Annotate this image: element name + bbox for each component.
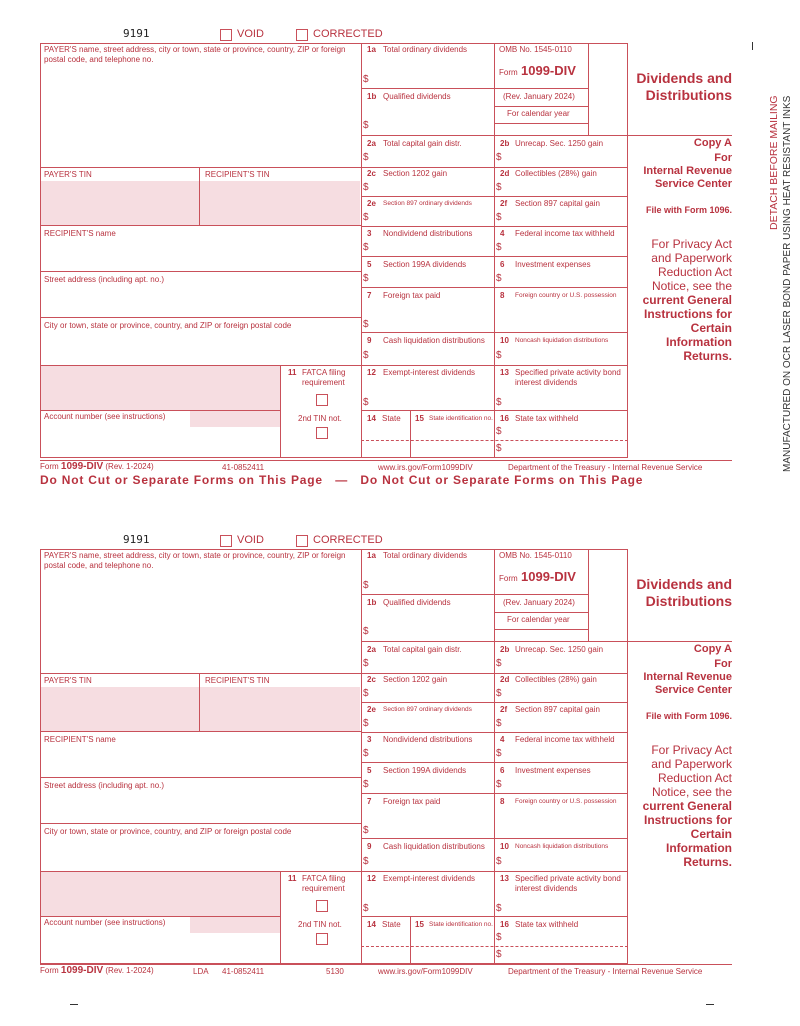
box-10-label: Noncash liquidation distributions: [515, 337, 609, 344]
dollar-2a: $: [363, 152, 369, 163]
box-2d-label: Collectibles (28%) gain: [515, 675, 597, 684]
box-12-num: 12: [367, 874, 376, 883]
box-14-num: 14: [367, 920, 376, 929]
dollar-1a: $: [363, 580, 369, 591]
box-15-num: 15: [415, 920, 424, 929]
box-6-num: 6: [500, 260, 505, 269]
box-12-label: Exempt-interest dividends: [383, 874, 476, 883]
box-11-num: 11: [288, 368, 297, 377]
dollar-10: $: [496, 350, 502, 361]
box-1a-label: Total ordinary dividends: [383, 551, 468, 560]
box-2a-num: 2a: [367, 139, 376, 148]
dollar-12: $: [363, 397, 369, 408]
box-2c-num: 2c: [367, 169, 376, 178]
privacy-bold: current General Instructions for Certain Information Returns.: [642, 799, 732, 869]
second-tin-checkbox[interactable]: [316, 933, 328, 945]
revision: (Rev. January 2024): [503, 92, 575, 101]
box-3-num: 3: [367, 229, 372, 238]
for-label: For: [714, 152, 732, 164]
street-label: Street address (including apt. no.): [44, 781, 165, 790]
dollar-16b: $: [496, 949, 502, 960]
box-7-label: Foreign tax paid: [383, 797, 441, 806]
recipient-name-label: RECIPIENT'S name: [44, 735, 116, 744]
box-9-num: 9: [367, 842, 372, 851]
box-2f-label: Section 897 capital gain: [515, 199, 600, 208]
account-shade: [190, 411, 280, 427]
dollar-6: $: [496, 273, 502, 284]
payer-tin-label: PAYER'S TIN: [44, 676, 92, 685]
box-12-label: Exempt-interest dividends: [383, 368, 476, 377]
box-9-label: Cash liquidation distributions: [383, 336, 485, 345]
box-2f-label: Section 897 capital gain: [515, 705, 600, 714]
box-16-label: State tax withheld: [515, 414, 579, 423]
box-10-num: 10: [500, 336, 509, 345]
form-copy-1: [0, 27, 800, 520]
box-1b-label: Qualified dividends: [383, 598, 451, 607]
dollar-1a: $: [363, 74, 369, 85]
manufactured-notice: MANUFACTURED ON OCR LASER BOND PAPER USING HEAT RESISTANT INKS: [782, 95, 793, 472]
city-label: City or town, state or province, country, and ZIP or foreign postal code: [44, 321, 292, 330]
box-1a-num: 1a: [367, 551, 376, 560]
dollar-2e: $: [363, 718, 369, 729]
box-4-label: Federal income tax withheld: [515, 735, 615, 744]
box-13-num: 13: [500, 874, 509, 883]
box-2d-label: Collectibles (28%) gain: [515, 169, 597, 178]
corrected-checkbox[interactable]: [296, 29, 308, 41]
fatca-checkbox[interactable]: [316, 394, 328, 406]
box-2b-label: Unrecap. Sec. 1250 gain: [515, 139, 604, 148]
footer-code: 41-0852411: [222, 967, 265, 976]
box-2c-label: Section 1202 gain: [383, 169, 448, 178]
omb-number: OMB No. 1545-0110: [499, 45, 572, 54]
dollar-13: $: [496, 397, 502, 408]
void-checkbox[interactable]: [220, 535, 232, 547]
box-2f-num: 2f: [500, 705, 508, 714]
dollar-4: $: [496, 748, 502, 759]
box-12-num: 12: [367, 368, 376, 377]
box-1a-label: Total ordinary dividends: [383, 45, 468, 54]
box-14-num: 14: [367, 414, 376, 423]
box-2e-num: 2e: [367, 199, 376, 208]
fatca-shade: [41, 872, 280, 916]
footer-url[interactable]: www.irs.gov/Form1099DIV: [378, 463, 473, 472]
dollar-12: $: [363, 903, 369, 914]
dollar-2d: $: [496, 688, 502, 699]
corrected-label: CORRECTED: [313, 534, 383, 546]
footer-dept: Department of the Treasury - Internal Revenue Service: [508, 463, 703, 472]
file-with-label: File with Form 1096.: [645, 711, 732, 721]
account-label: Account number (see instructions): [44, 918, 166, 927]
box-16-num: 16: [500, 920, 509, 929]
dollar-9: $: [363, 856, 369, 867]
revision: (Rev. January 2024): [503, 598, 575, 607]
fatca-label: FATCA filing requirement: [302, 874, 346, 893]
footer-form: Form 1099-DIV (Rev. 1-2024): [40, 965, 154, 976]
account-shade: [190, 917, 280, 933]
fatca-shade: [41, 366, 280, 410]
form-word: Form: [499, 574, 518, 583]
box-9-num: 9: [367, 336, 372, 345]
box-1b-num: 1b: [367, 598, 377, 607]
dollar-2b: $: [496, 152, 502, 163]
box-5-num: 5: [367, 260, 372, 269]
copy-a-label: Copy A: [693, 137, 732, 149]
box-4-num: 4: [500, 229, 505, 238]
box-5-label: Section 199A dividends: [383, 766, 467, 775]
copy-a-label: Copy A: [693, 643, 732, 655]
box-3-label: Nondividend distributions: [383, 735, 473, 744]
box-6-num: 6: [500, 766, 505, 775]
box-3-label: Nondividend distributions: [383, 229, 473, 238]
corrected-label: CORRECTED: [313, 28, 383, 40]
second-tin-label: 2nd TIN not.: [298, 414, 342, 423]
box-2e-label: Section 897 ordinary dividends: [383, 200, 472, 207]
box-15-label: State identification no.: [429, 415, 493, 422]
file-with-label: File with Form 1096.: [645, 205, 732, 215]
dollar-2a: $: [363, 658, 369, 669]
form-name: 1099-DIV: [521, 569, 576, 584]
dollar-2f: $: [496, 212, 502, 223]
calendar-year-label: For calendar year: [507, 615, 570, 624]
box-6-label: Investment expenses: [515, 766, 591, 775]
dollar-2d: $: [496, 182, 502, 193]
box-7-num: 7: [367, 797, 372, 806]
box-1a-num: 1a: [367, 45, 376, 54]
box-11-num: 11: [288, 874, 297, 883]
second-tin-label: 2nd TIN not.: [298, 920, 342, 929]
privacy-notice: [632, 743, 732, 869]
irs-center-label: Internal Revenue Service Center: [643, 671, 732, 696]
box-14-label: State: [382, 920, 401, 929]
box-15-num: 15: [415, 414, 424, 423]
box-8-num: 8: [500, 797, 505, 806]
detach-notice: DETACH BEFORE MAILING: [768, 95, 780, 230]
dollar-2e: $: [363, 212, 369, 223]
box-6-label: Investment expenses: [515, 260, 591, 269]
calendar-year-label: For calendar year: [507, 109, 570, 118]
control-number: 9191: [123, 533, 150, 546]
box-13-label: Specified private activity bond interest dividends: [515, 874, 621, 893]
for-label: For: [714, 658, 732, 670]
dollar-7: $: [363, 319, 369, 330]
tin-shade: [41, 687, 360, 731]
box-5-num: 5: [367, 766, 372, 775]
tin-shade: [41, 181, 360, 225]
box-2b-num: 2b: [500, 645, 510, 654]
form-copy-2: [0, 533, 800, 1026]
box-14-label: State: [382, 414, 401, 423]
dollar-3: $: [363, 242, 369, 253]
dollar-2f: $: [496, 718, 502, 729]
box-2c-label: Section 1202 gain: [383, 675, 448, 684]
street-label: Street address (including apt. no.): [44, 275, 165, 284]
dollar-3: $: [363, 748, 369, 759]
box-2e-label: Section 897 ordinary dividends: [383, 706, 472, 713]
form-word: Form: [499, 68, 518, 77]
dollar-5: $: [363, 779, 369, 790]
dollar-9: $: [363, 350, 369, 361]
footer-url[interactable]: www.irs.gov/Form1099DIV: [378, 967, 473, 976]
footer-form: Form 1099-DIV (Rev. 1-2024): [40, 461, 154, 472]
privacy-bold: current General Instructions for Certain Information Returns.: [642, 293, 732, 363]
box-7-label: Foreign tax paid: [383, 291, 441, 300]
box-8-num: 8: [500, 291, 505, 300]
form-name: 1099-DIV: [521, 63, 576, 78]
privacy-normal: For Privacy Act and Paperwork Reduction Act Notice, see the: [651, 743, 732, 799]
dollar-2b: $: [496, 658, 502, 669]
box-16-label: State tax withheld: [515, 920, 579, 929]
footer-dept: Department of the Treasury - Internal Revenue Service: [508, 967, 703, 976]
fatca-checkbox[interactable]: [316, 900, 328, 912]
box-8-label: Foreign country or U.S. possession: [515, 292, 617, 299]
form-title: Dividends and Distributions: [636, 576, 732, 609]
dollar-7: $: [363, 825, 369, 836]
box-3-num: 3: [367, 735, 372, 744]
payer-label: PAYER'S name, street address, city or town, state or province, country, ZIP or foreign postal code, and telephone no.: [44, 551, 346, 570]
box-2a-label: Total capital gain distr.: [383, 645, 462, 654]
fatca-label: FATCA filing requirement: [302, 368, 346, 387]
corner-tick-right: [706, 1004, 714, 1005]
dollar-13: $: [496, 903, 502, 914]
box-2b-num: 2b: [500, 139, 510, 148]
box-13-label: Specified private activity bond interest dividends: [515, 368, 621, 387]
dollar-1b: $: [363, 626, 369, 637]
box-2e-num: 2e: [367, 705, 376, 714]
control-number: 9191: [123, 27, 150, 40]
privacy-normal: For Privacy Act and Paperwork Reduction Act Notice, see the: [651, 237, 732, 293]
box-10-label: Noncash liquidation distributions: [515, 843, 609, 850]
footer-number: 5130: [326, 967, 344, 976]
box-7-num: 7: [367, 291, 372, 300]
box-16-num: 16: [500, 414, 509, 423]
box-5-label: Section 199A dividends: [383, 260, 467, 269]
dollar-16a: $: [496, 426, 502, 437]
box-2b-label: Unrecap. Sec. 1250 gain: [515, 645, 604, 654]
account-label: Account number (see instructions): [44, 412, 166, 421]
payer-tin-label: PAYER'S TIN: [44, 170, 92, 179]
dollar-16a: $: [496, 932, 502, 943]
dollar-4: $: [496, 242, 502, 253]
void-checkbox[interactable]: [220, 29, 232, 41]
box-2f-num: 2f: [500, 199, 508, 208]
payer-label: PAYER'S name, street address, city or town, state or province, country, ZIP or foreign postal code, and telephone no.: [44, 45, 346, 64]
corner-tick-left: [70, 1004, 78, 1005]
omb-number: OMB No. 1545-0110: [499, 551, 572, 560]
privacy-notice: [632, 237, 732, 363]
second-tin-checkbox[interactable]: [316, 427, 328, 439]
form-title: Dividends and Distributions: [636, 70, 732, 103]
box-4-label: Federal income tax withheld: [515, 229, 615, 238]
dollar-1b: $: [363, 120, 369, 131]
box-2c-num: 2c: [367, 675, 376, 684]
box-8-label: Foreign country or U.S. possession: [515, 798, 617, 805]
box-2a-num: 2a: [367, 645, 376, 654]
footer-code: 41-0852411: [222, 463, 265, 472]
box-10-num: 10: [500, 842, 509, 851]
do-not-cut-notice: Do Not Cut or Separate Forms on This Page — Do Not Cut or Separate Forms on This Page: [40, 473, 644, 487]
box-1b-label: Qualified dividends: [383, 92, 451, 101]
dollar-6: $: [496, 779, 502, 790]
box-15-label: State identification no.: [429, 921, 493, 928]
dollar-16b: $: [496, 443, 502, 454]
recipient-tin-label: RECIPIENT'S TIN: [205, 676, 270, 685]
irs-center-label: Internal Revenue Service Center: [643, 165, 732, 190]
dollar-2c: $: [363, 182, 369, 193]
corrected-checkbox[interactable]: [296, 535, 308, 547]
city-label: City or town, state or province, country, and ZIP or foreign postal code: [44, 827, 292, 836]
box-1b-num: 1b: [367, 92, 377, 101]
dollar-2c: $: [363, 688, 369, 699]
recipient-tin-label: RECIPIENT'S TIN: [205, 170, 270, 179]
void-label: VOID: [237, 534, 264, 546]
dollar-10: $: [496, 856, 502, 867]
box-4-num: 4: [500, 735, 505, 744]
box-13-num: 13: [500, 368, 509, 377]
footer-lda: LDA: [193, 967, 209, 976]
dollar-5: $: [363, 273, 369, 284]
recipient-name-label: RECIPIENT'S name: [44, 229, 116, 238]
box-2d-num: 2d: [500, 675, 510, 684]
box-2d-num: 2d: [500, 169, 510, 178]
void-label: VOID: [237, 28, 264, 40]
box-2a-label: Total capital gain distr.: [383, 139, 462, 148]
box-9-label: Cash liquidation distributions: [383, 842, 485, 851]
